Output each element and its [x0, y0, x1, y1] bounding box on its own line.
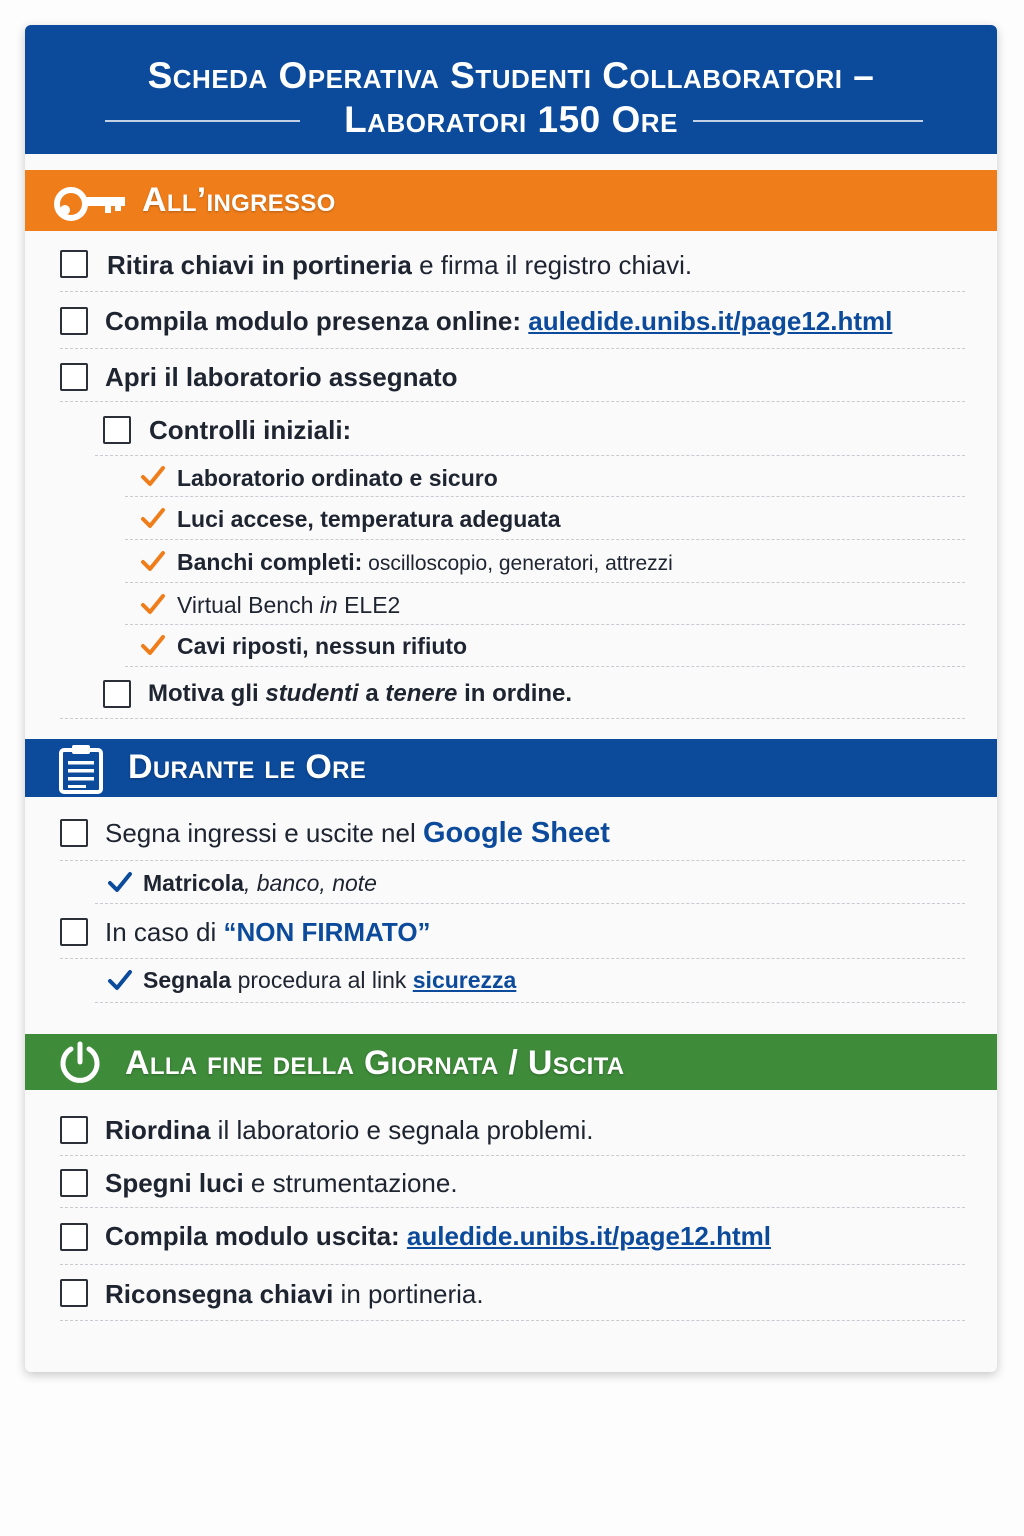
checkbox[interactable]	[60, 1116, 88, 1144]
check-item	[125, 625, 965, 667]
checkbox[interactable]	[60, 363, 88, 391]
checkmark-icon	[107, 967, 133, 993]
check-label: Cavi riposti, nessun rifiuto	[177, 633, 468, 659]
power-icon	[56, 1040, 104, 1086]
presence-form-link[interactable]: auledide.unibs.it/page12.html	[528, 306, 893, 336]
check-label: Laboratorio ordinato e sicuro	[177, 465, 498, 491]
list-item[interactable]	[60, 292, 965, 349]
non-firmato-label: “NON FIRMATO”	[223, 917, 431, 947]
list-item[interactable]	[60, 1102, 965, 1156]
list-item[interactable]	[60, 667, 965, 719]
check-label: Matricola	[143, 870, 244, 896]
item-label: Controlli iniziali:	[149, 415, 352, 445]
item-label: Compila modulo presenza online:	[105, 306, 522, 336]
section-title-fine: Alla fine della Giornata / Uscita	[125, 1044, 625, 1082]
checkmark-icon	[140, 463, 166, 489]
item-text-pre: Motiva gli	[148, 680, 266, 707]
item-text: in portineria.	[333, 1279, 484, 1309]
checkmark-icon	[140, 591, 166, 617]
section-header-durante	[25, 739, 997, 797]
exit-form-link[interactable]: auledide.unibs.it/page12.html	[406, 1221, 771, 1251]
list-item[interactable]	[60, 1156, 965, 1208]
item-text-mid: a	[358, 680, 386, 707]
checkmark-icon	[107, 869, 133, 895]
list-item[interactable]	[60, 904, 965, 959]
check-item	[125, 497, 965, 540]
item-label: Spegni luci	[105, 1168, 244, 1198]
list-item[interactable]	[60, 1208, 965, 1265]
checkmark-icon	[140, 632, 166, 658]
list-item[interactable]	[60, 1265, 965, 1321]
section-header-ingresso	[25, 170, 997, 231]
check-italic: in	[313, 592, 345, 618]
section-title-ingresso: All’ingresso	[142, 181, 336, 219]
item-text-post: in ordine.	[457, 680, 573, 707]
check-label: Segnala	[143, 967, 232, 993]
checkbox[interactable]	[60, 1169, 88, 1197]
checkmark-icon	[140, 505, 166, 531]
item-label: Riordina	[105, 1115, 211, 1145]
section-header-fine	[25, 1034, 997, 1090]
check-item	[125, 456, 965, 497]
checkbox[interactable]	[60, 1223, 88, 1251]
checkbox[interactable]	[60, 819, 88, 847]
check-item	[125, 540, 965, 583]
item-italic: studenti	[265, 680, 359, 707]
list-item[interactable]	[60, 803, 965, 861]
item-text: e strumentazione.	[243, 1168, 458, 1198]
header-banner	[25, 25, 997, 154]
check-label: Virtual Bench	[177, 592, 314, 618]
check-text: ELE2	[344, 592, 401, 618]
check-text: oscilloscopio, generatori, attrezzi	[362, 552, 673, 575]
sicurezza-link[interactable]: sicurezza	[412, 967, 517, 993]
list-item[interactable]	[60, 235, 965, 292]
check-item	[95, 861, 965, 904]
checkbox[interactable]	[60, 307, 88, 335]
item-text: il laboratorio e segnala problemi.	[210, 1115, 594, 1145]
item-label: Ritira chiavi in portineria	[107, 250, 412, 280]
item-label: Compila modulo uscita:	[105, 1221, 400, 1251]
title-divider-right	[693, 120, 923, 122]
list-item[interactable]	[95, 402, 965, 456]
check-item	[125, 583, 965, 625]
item-label: Riconsegna chiavi	[105, 1279, 334, 1309]
item-label: Apri il laboratorio assegnato	[105, 362, 458, 392]
checkbox[interactable]	[60, 250, 88, 278]
checklist-card	[25, 25, 997, 1372]
item-text: Segna ingressi e uscite nel	[105, 818, 423, 848]
item-italic-2: tenere	[385, 680, 458, 707]
clipboard-icon	[57, 743, 109, 795]
checkbox[interactable]	[103, 680, 131, 708]
item-text: e firma il registro chiavi.	[411, 250, 693, 280]
checkbox[interactable]	[60, 918, 88, 946]
checkbox[interactable]	[103, 416, 131, 444]
page-title: Scheda Operativa Studenti Collaboratori –	[147, 55, 875, 96]
key-icon	[47, 180, 133, 224]
check-label: Banchi completi:	[177, 549, 363, 575]
check-item	[95, 959, 965, 1003]
check-italic: , banco, note	[243, 870, 377, 896]
page-subtitle: Laboratori 150 Ore	[344, 99, 678, 140]
checkbox[interactable]	[60, 1279, 88, 1307]
google-sheet-link[interactable]: Google Sheet	[422, 817, 610, 849]
check-label: Luci accese, temperatura adeguata	[177, 506, 561, 532]
section-title-durante: Durante le Ore	[128, 748, 367, 786]
check-text: procedura al link	[231, 967, 413, 993]
checkmark-icon	[140, 548, 166, 574]
item-text: In caso di	[105, 917, 224, 947]
list-item[interactable]	[60, 349, 965, 402]
